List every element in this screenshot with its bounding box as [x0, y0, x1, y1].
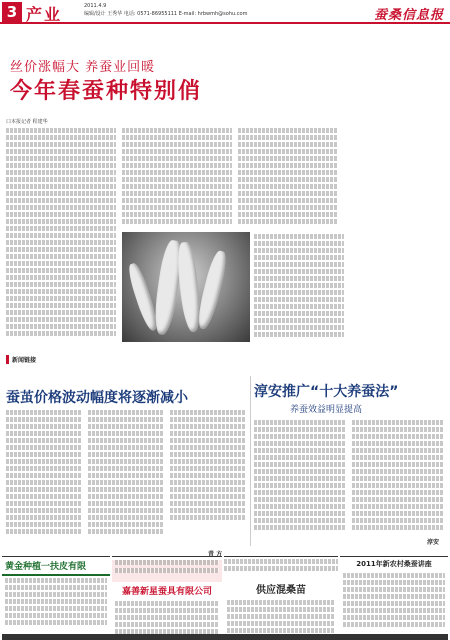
news-link-headline: 蚕茧价格波动幅度将逐渐减小 [6, 390, 188, 406]
lead-byline: 口本报记者 程建华 [6, 119, 48, 125]
lead-column-1 [6, 126, 116, 346]
lead-column-4 [254, 232, 344, 344]
editor-line: 编辑/设计 王秀华 电话: 0571-86955111 E-mail: hrbwmh@sohu.com [84, 11, 248, 17]
news-column-1 [6, 408, 82, 548]
side-divider [250, 376, 251, 546]
masthead-meta [84, 2, 247, 18]
news-column-2 [88, 408, 164, 548]
ad-red-title: 嘉善新星蚕具有限公司 [121, 587, 212, 597]
section-name: 产业 [26, 5, 63, 24]
lead-kicker: 丝价涨幅大 养蚕业回暖 [10, 60, 156, 75]
news-column-3 [170, 408, 246, 544]
issue-date: 2011.4.9 [84, 3, 107, 9]
ad-lecture [340, 556, 448, 640]
lead-column-2 [122, 126, 232, 228]
lead-column-3 [238, 126, 338, 228]
paper-logo: 蚕桑信息报 [373, 8, 444, 23]
ad-saplings [224, 556, 338, 640]
side-headline: 淳安推广“十大养蚕法” [254, 384, 399, 400]
ad-lecture-title: 2011年新农村桑蚕讲座 [356, 560, 432, 568]
ad-green-title: 黄金种植一扶皮有限 [2, 557, 110, 576]
ad-green [2, 556, 110, 640]
silkworm-photo [122, 232, 250, 342]
ad-red [112, 556, 222, 640]
lead-author: 青 方 [208, 551, 223, 558]
footer-bar [2, 634, 448, 640]
side-column-1 [254, 418, 346, 540]
side-subhead: 养蚕效益明显提高 [290, 405, 363, 415]
side-column-2 [352, 418, 444, 540]
ad-saplings-title: 供应混桑苗 [256, 585, 306, 596]
masthead [0, 0, 450, 24]
side-author: 淳安 [427, 539, 440, 546]
lead-headline: 今年春蚕种特别俏 [10, 79, 203, 104]
news-link-label: 新闻链接 [6, 355, 36, 364]
page-number: 3 [2, 2, 22, 22]
